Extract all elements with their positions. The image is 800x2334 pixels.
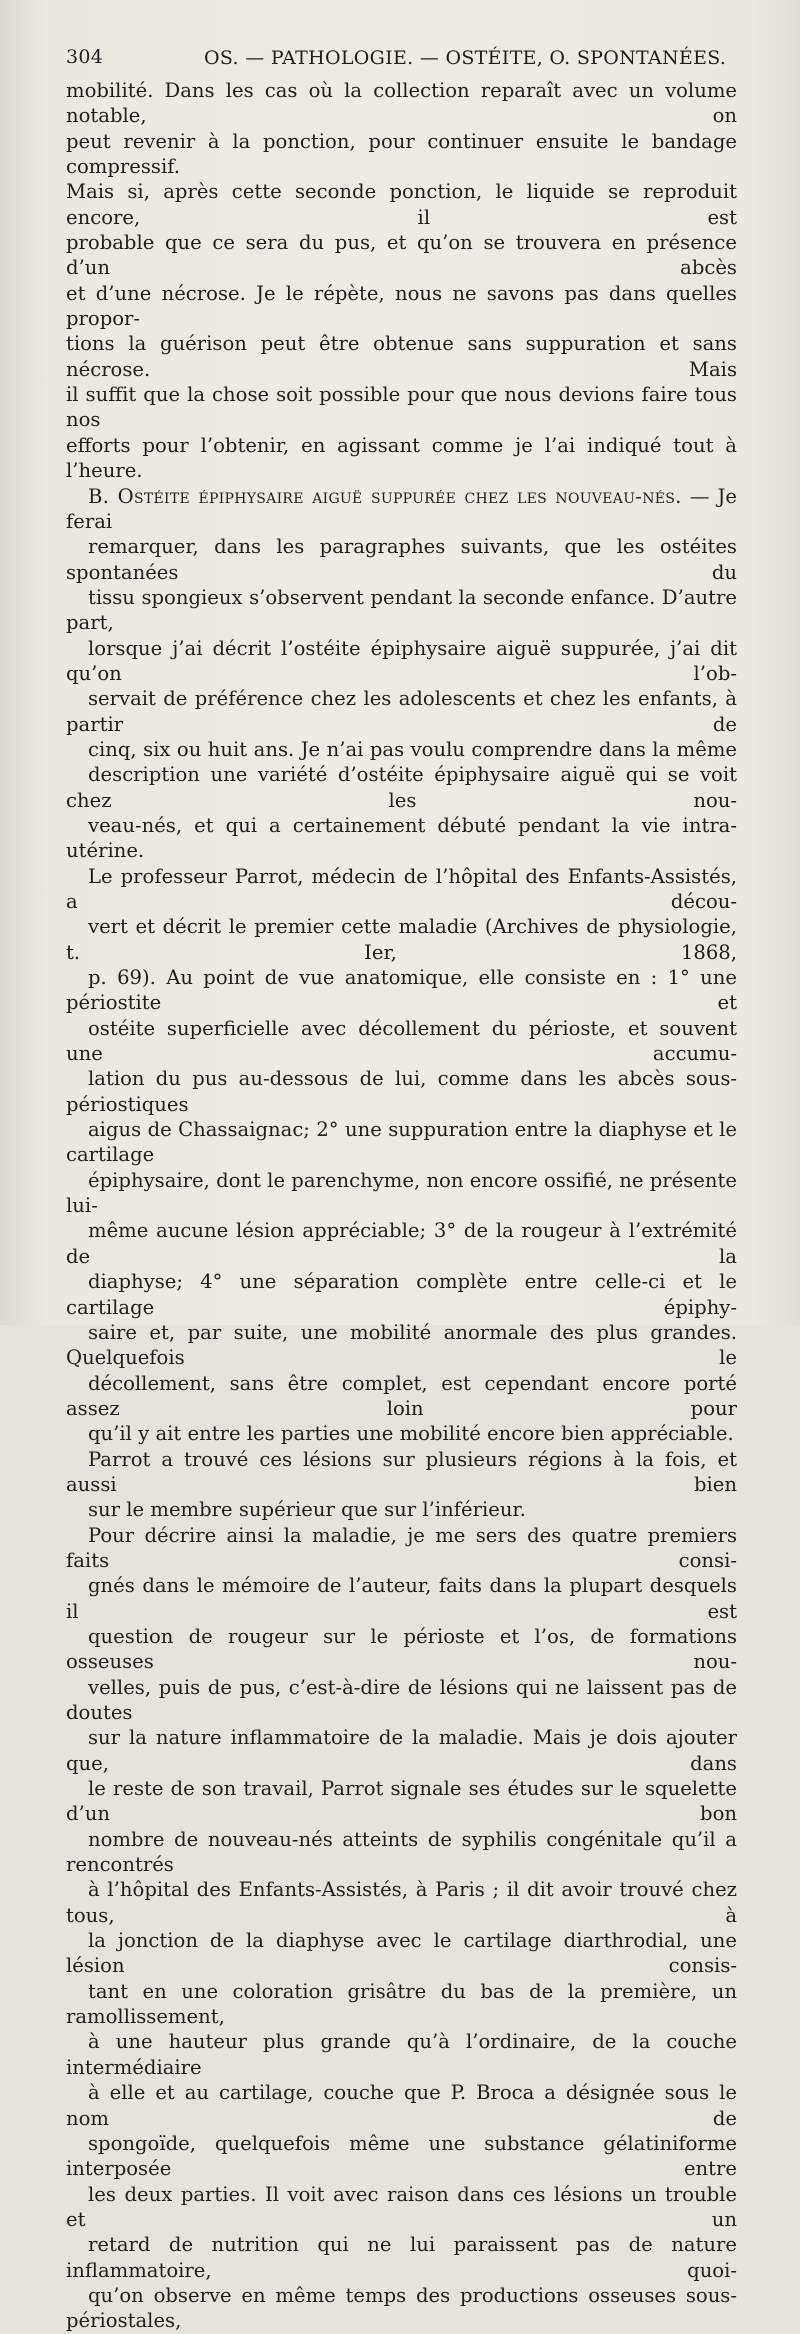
text-line: vert et décrit le premier cette maladie (Archives de physiologie, t. Ier, 1868, (66, 915, 737, 964)
text-line: gnés dans le mémoire de l’auteur, faits dans la plupart desquels il est (66, 1574, 737, 1623)
text-line: probable que ce sera du pus, et qu’on se trouvera en présence d’un abcès (66, 231, 737, 280)
paragraph (66, 1447, 737, 1523)
text-line: à elle et au cartilage, couche que P. Broca a désignée sous le nom de (66, 2081, 737, 2130)
text-line: qu’on observe en même temps des productions osseuses sous-périostales, (66, 2283, 737, 2333)
text-line: remarquer, dans les paragraphes suivants, que les ostéites spontanées du (66, 535, 737, 584)
text-line: tions la guérison peut être obtenue sans suppuration et sans nécrose. Mais (66, 332, 737, 381)
text-line: même aucune lésion appréciable; 3° de la rougeur à l’extrémité de la (66, 1219, 737, 1268)
text-line: à une hauteur plus grande qu’à l’ordinaire, de la couche intermédiaire (66, 2030, 737, 2079)
text-line: sur la nature inflammatoire de la maladie. Mais je dois ajouter que, dans (66, 1726, 737, 1775)
text-line: — Je ferai (66, 484, 737, 533)
text-line: servait de préférence chez les adolescents et chez les enfants, à partir de (66, 687, 737, 736)
text-line: lorsque j’ai décrit l’ostéite épiphysaire aiguë suppurée, j’ai dit qu’on l’ob- (66, 636, 737, 685)
text-line: nombre de nouveau-nés atteints de syphilis congénitale qu’il a rencontrés (66, 1827, 737, 1877)
running-header (66, 46, 736, 74)
text-line: diaphyse; 4° une séparation complète entre celle-ci et le cartilage épiphy- (66, 1270, 737, 1319)
text-line: veau-nés, et qui a certainement débuté pendant la vie intra-utérine. (66, 813, 737, 863)
paragraph (66, 484, 737, 864)
running-title: OS. — PATHOLOGIE. — OSTÉITE, O. SPONTANÉES. (204, 47, 727, 69)
text-line: tissu spongieux s’observent pendant la seconde enfance. D’autre part, (66, 585, 737, 635)
text-line: aigus de Chassaignac; 2° une suppuration entre la diaphyse et le cartilage (66, 1118, 737, 1167)
text-line: peut revenir à la ponction, pour continuer ensuite le bandage compressif. (66, 129, 737, 179)
text-line: question de rougeur sur le périoste et l’os, de formations osseuses nou- (66, 1624, 737, 1674)
text-line: épiphysaire, dont le parenchyme, non encore ossifié, ne présente lui- (66, 1168, 737, 1218)
text-line: qu’il y ait entre les parties une mobilité encore bien appréciable. (88, 1422, 734, 1446)
text-line: saire et, par suite, une mobilité anormale des plus grandes. Quelquefois le (66, 1320, 737, 1370)
text-line: Pour décrire ainsi la maladie, je me sers des quatre premiers faits consi- (66, 1523, 737, 1572)
text-line: ostéite superficielle avec décollement du périoste, et souvent une accumu- (66, 1016, 737, 1066)
paragraph (66, 864, 737, 1447)
text-line: le reste de son travail, Parrot signale ses études sur le squelette d’un bon (66, 1777, 737, 1826)
text-line: il suffit que la chose soit possible pour que nous devions faire tous nos (66, 383, 737, 432)
text-line: spongoïde, quelquefois même une substance gélatiniforme interposée entre (66, 2131, 737, 2181)
text-line: description une variété d’ostéite épiphysaire aiguë qui se voit chez les nou- (66, 763, 737, 812)
text-line: cinq, six ou huit ans. Je n’ai pas voulu comprendre dans la même (88, 737, 737, 761)
text-line: lation du pus au-dessous de lui, comme dans les abcès sous-périostiques (66, 1067, 737, 1116)
text-line: Le professeur Parrot, médecin de l’hôpital des Enfants-Assistés, a décou- (66, 864, 737, 913)
text-line: Mais si, après cette seconde ponction, le liquide se reproduit encore, il est (66, 180, 737, 229)
text-line: Parrot a trouvé ces lésions sur plusieurs régions à la fois, et aussi bien (66, 1447, 737, 1496)
text-line: la jonction de la diaphyse avec le cartilage diarthrodial, une lésion consis- (66, 1929, 737, 1978)
text-line: à l’hôpital des Enfants-Assistés, à Paris ; il dit avoir trouvé chez tous, à (66, 1878, 737, 1927)
text-line: retard de nutrition qui ne lui paraissent pas de nature inflammatoire, quoi- (66, 2233, 737, 2282)
text-line: décollement, sans être complet, est cependant encore porté assez loin pour (66, 1371, 737, 1420)
text-line: tant en une coloration grisâtre du bas de la première, un ramollissement, (66, 1979, 737, 2029)
body-text (66, 78, 737, 2334)
paragraph (66, 78, 737, 484)
section-heading: B. Ostéite épiphysaire aiguë suppurée chez les nouveau-nés. (88, 484, 682, 508)
text-line: p. 69). Au point de vue anatomique, elle consiste en : 1° une périostite et (66, 966, 737, 1015)
text-line: velles, puis de pus, c’est-à-dire de lésions qui ne laissent pas de doutes (66, 1675, 737, 1724)
text-line: les deux parties. Il voit avec raison dans ces lésions un trouble et un (66, 2182, 737, 2231)
paragraph (66, 1523, 737, 2334)
text-line: sur le membre supérieur que sur l’inférieur. (88, 1498, 526, 1522)
page-number: 304 (66, 46, 104, 68)
text-line: et d’une nécrose. Je le répète, nous ne savons pas dans quelles propor- (66, 281, 737, 331)
text-line: mobilité. Dans les cas où la collection reparaît avec un volume notable, on (66, 79, 737, 128)
text-line: efforts pour l’obtenir, en agissant comme je l’ai indiqué tout à l’heure. (66, 433, 737, 483)
